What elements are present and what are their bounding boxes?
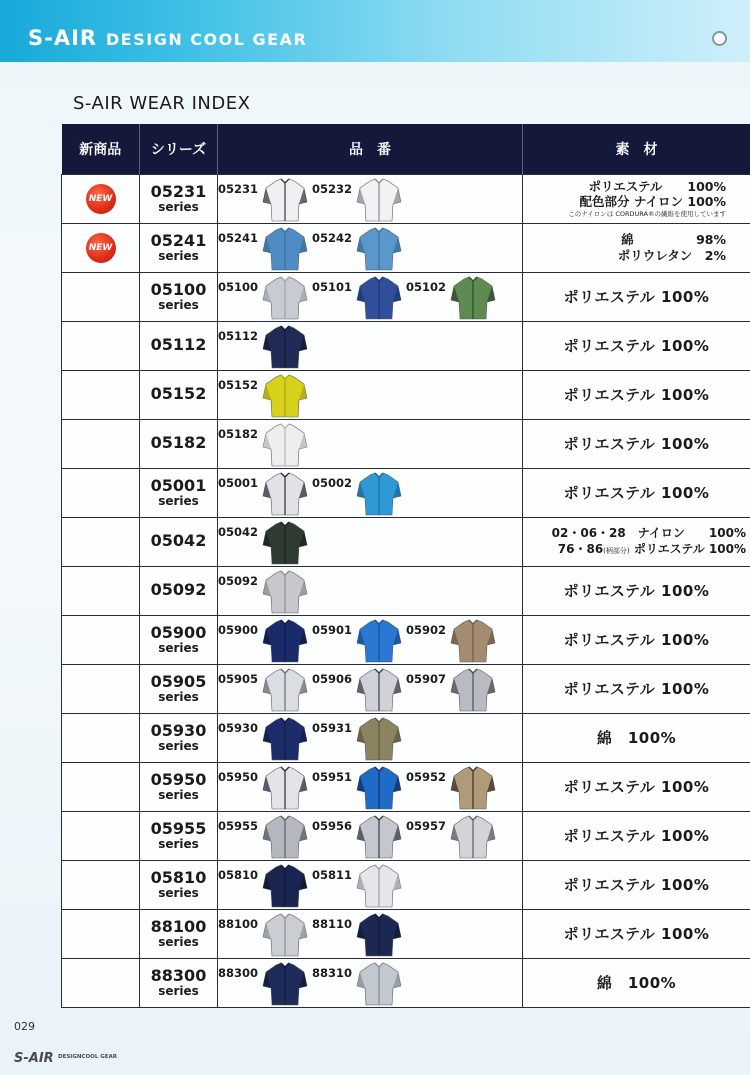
product-code: 05906 — [312, 671, 353, 686]
series-cell — [140, 321, 218, 370]
product-item[interactable] — [218, 322, 312, 370]
jacket-image — [262, 521, 308, 565]
product-item[interactable] — [218, 518, 312, 566]
material-line: 02・06・28 ナイロン 100% — [551, 525, 746, 540]
series-cell — [140, 566, 218, 615]
product-code: 05231 — [218, 181, 259, 196]
series-cell — [140, 223, 218, 272]
jacket-image — [356, 178, 402, 222]
series-label: series — [158, 885, 199, 900]
series-label: series — [158, 199, 199, 214]
product-item[interactable] — [312, 224, 406, 272]
series-code: 05092 — [150, 580, 207, 600]
product-cell — [218, 419, 523, 468]
footer-logo: S-AIR — [14, 1051, 54, 1066]
material-text: ポリエステル 100% — [563, 337, 710, 355]
series-label: series — [158, 787, 199, 802]
product-code: 05955 — [218, 818, 259, 833]
series-code: 05905 — [150, 671, 207, 691]
table-row — [62, 419, 750, 468]
product-code: 88300 — [218, 965, 259, 980]
material-note: このナイロンは CORDURA®の繊維を使用しています — [568, 210, 726, 219]
series-label: series — [158, 493, 199, 508]
material-fabric: ポリエステル 100% — [633, 541, 746, 556]
table-row — [62, 321, 750, 370]
series-code: 05001 — [150, 475, 207, 495]
jacket-image — [262, 864, 308, 908]
new-product-cell — [62, 860, 140, 909]
new-product-cell — [62, 419, 140, 468]
series-code: 05231 — [150, 181, 207, 201]
material-text: ポリエステル 100% — [563, 435, 710, 453]
jacket-image — [262, 717, 308, 761]
product-code: 05001 — [218, 475, 259, 490]
product-code: 05242 — [312, 230, 353, 245]
new-product-cell — [62, 958, 140, 1007]
product-item[interactable] — [406, 812, 500, 860]
product-code: 05907 — [406, 671, 447, 686]
product-code: 05902 — [406, 622, 447, 637]
product-item[interactable] — [406, 763, 500, 811]
series-cell — [140, 468, 218, 517]
jacket-image — [262, 472, 308, 516]
product-code: 05952 — [406, 769, 447, 784]
new-product-cell — [62, 223, 140, 272]
table-body — [62, 174, 750, 1007]
material-line — [523, 542, 746, 558]
table-row — [62, 664, 750, 713]
table-row — [62, 909, 750, 958]
product-item[interactable] — [312, 175, 406, 223]
jacket-image — [450, 619, 496, 663]
brand-logo: S-AIR — [28, 26, 98, 50]
jacket-image — [262, 227, 308, 271]
material-text: ポリエステル 100% — [563, 288, 710, 306]
series-cell — [140, 174, 218, 223]
product-item[interactable] — [312, 861, 406, 909]
material-cell — [523, 174, 750, 223]
table-row — [62, 174, 750, 223]
series-code: 05900 — [150, 622, 207, 642]
material-cell — [523, 370, 750, 419]
jacket-image — [450, 766, 496, 810]
series-cell — [140, 419, 218, 468]
product-cell — [218, 174, 523, 223]
series-cell — [140, 615, 218, 664]
material-text: ポリエステル 100% — [563, 484, 710, 502]
table-row — [62, 468, 750, 517]
jacket-image — [262, 815, 308, 859]
table-row — [62, 566, 750, 615]
material-cell — [523, 566, 750, 615]
material-text: 綿 100% — [596, 729, 677, 747]
page-number: 029 — [14, 1020, 35, 1033]
jacket-image — [356, 619, 402, 663]
series-label: series — [158, 297, 199, 312]
column-header-new: 新商品 — [62, 124, 140, 174]
material-line: 配色部分 ナイロン 100% — [579, 194, 726, 210]
product-item[interactable] — [312, 959, 406, 1007]
product-cell — [218, 468, 523, 517]
product-item[interactable] — [218, 224, 312, 272]
table-row — [62, 517, 750, 566]
material-cell — [523, 762, 750, 811]
product-cell — [218, 321, 523, 370]
material-cell — [523, 321, 750, 370]
product-item[interactable] — [218, 616, 312, 664]
series-label: series — [158, 640, 199, 655]
binder-hole-icon — [712, 31, 727, 46]
material-cell — [523, 811, 750, 860]
product-cell — [218, 370, 523, 419]
jacket-image — [356, 864, 402, 908]
new-product-cell — [62, 909, 140, 958]
new-product-cell — [62, 272, 140, 321]
series-code: 88300 — [150, 965, 207, 985]
product-cell — [218, 566, 523, 615]
jacket-image — [262, 325, 308, 369]
product-code: 05100 — [218, 279, 259, 294]
product-cell — [218, 272, 523, 321]
product-item[interactable] — [312, 812, 406, 860]
material-cell — [523, 419, 750, 468]
product-item[interactable] — [312, 910, 406, 958]
product-code: 05930 — [218, 720, 259, 735]
product-code: 05182 — [218, 426, 259, 441]
product-code: 05112 — [218, 328, 259, 343]
material-cell — [523, 468, 750, 517]
table-row — [62, 272, 750, 321]
series-code: 05042 — [150, 531, 207, 551]
jacket-image — [262, 276, 308, 320]
material-text: ポリエステル 100% — [563, 631, 710, 649]
product-cell — [218, 713, 523, 762]
new-product-cell — [62, 664, 140, 713]
new-badge-icon: NEW — [86, 184, 116, 214]
series-code: 05810 — [150, 867, 207, 887]
series-cell — [140, 762, 218, 811]
column-header-material: 素 材 — [523, 124, 750, 174]
table-row — [62, 958, 750, 1007]
new-badge-icon: NEW — [86, 233, 116, 263]
material-cell — [523, 272, 750, 321]
material-line: ポリエステル 100% — [588, 178, 726, 194]
jacket-image — [356, 962, 402, 1006]
column-header-series: シリーズ — [140, 124, 218, 174]
product-item[interactable] — [218, 371, 312, 419]
product-code: 05950 — [218, 769, 259, 784]
material-cell — [523, 517, 750, 566]
product-item[interactable] — [312, 763, 406, 811]
new-product-cell — [62, 370, 140, 419]
material-cell — [523, 860, 750, 909]
series-label: series — [158, 836, 199, 851]
material-cell — [523, 223, 750, 272]
material-text: ポリエステル 100% — [563, 386, 710, 404]
jacket-image — [356, 717, 402, 761]
product-code: 05152 — [218, 377, 259, 392]
new-product-cell — [62, 517, 140, 566]
product-item[interactable] — [312, 469, 406, 517]
product-cell — [218, 517, 523, 566]
page-title: S-AIR WEAR INDEX — [73, 93, 251, 114]
new-product-cell — [62, 713, 140, 762]
product-cell — [218, 860, 523, 909]
material-text: 綿 100% — [596, 974, 677, 992]
product-cell — [218, 909, 523, 958]
product-code: 05092 — [218, 573, 259, 588]
product-code: 88110 — [312, 916, 353, 931]
series-label: series — [158, 738, 199, 753]
series-cell — [140, 664, 218, 713]
product-cell — [218, 762, 523, 811]
series-cell — [140, 958, 218, 1007]
product-item[interactable] — [218, 567, 312, 615]
product-code: 05900 — [218, 622, 259, 637]
series-code: 05182 — [150, 433, 207, 453]
product-code: 05101 — [312, 279, 353, 294]
table-row — [62, 615, 750, 664]
brand-subtitle: DESIGN COOL GEAR — [106, 30, 308, 49]
product-item[interactable] — [218, 959, 312, 1007]
series-code: 05930 — [150, 720, 207, 740]
material-text: ポリエステル 100% — [563, 582, 710, 600]
product-item[interactable] — [312, 616, 406, 664]
series-cell — [140, 272, 218, 321]
product-item[interactable] — [406, 273, 500, 321]
product-item[interactable] — [218, 910, 312, 958]
product-item[interactable] — [218, 420, 312, 468]
material-text: ポリエステル 100% — [563, 680, 710, 698]
jacket-image — [356, 913, 402, 957]
material-cell — [523, 958, 750, 1007]
product-item[interactable] — [218, 273, 312, 321]
product-code: 88310 — [312, 965, 353, 980]
jacket-image — [356, 472, 402, 516]
jacket-image — [450, 668, 496, 712]
jacket-image — [262, 619, 308, 663]
product-code: 05102 — [406, 279, 447, 294]
product-item[interactable] — [312, 273, 406, 321]
table-row — [62, 223, 750, 272]
jacket-image — [356, 227, 402, 271]
series-code: 05100 — [150, 279, 207, 299]
series-code: 05152 — [150, 384, 207, 404]
jacket-image — [262, 178, 308, 222]
series-cell — [140, 713, 218, 762]
product-item[interactable] — [406, 616, 500, 664]
series-label: series — [158, 689, 199, 704]
table-row — [62, 762, 750, 811]
material-cell — [523, 713, 750, 762]
material-cell — [523, 664, 750, 713]
jacket-image — [356, 815, 402, 859]
series-code: 05955 — [150, 818, 207, 838]
product-item[interactable] — [218, 175, 312, 223]
series-cell — [140, 370, 218, 419]
table-row — [62, 811, 750, 860]
series-code: 05112 — [150, 335, 207, 355]
product-item[interactable] — [312, 714, 406, 762]
product-code: 05951 — [312, 769, 353, 784]
new-product-cell — [62, 566, 140, 615]
jacket-image — [450, 815, 496, 859]
material-text: ポリエステル 100% — [563, 876, 710, 894]
jacket-image — [356, 668, 402, 712]
series-cell — [140, 811, 218, 860]
product-code: 05232 — [312, 181, 353, 196]
product-item[interactable] — [218, 469, 312, 517]
product-cell — [218, 223, 523, 272]
material-part-note: (柄部分) — [603, 546, 630, 555]
series-cell — [140, 517, 218, 566]
product-item[interactable] — [218, 665, 312, 713]
product-item[interactable] — [312, 665, 406, 713]
material-cell — [523, 615, 750, 664]
material-line: ポリウレタン 2% — [617, 247, 726, 263]
table-row — [62, 370, 750, 419]
footer-subtitle: DESIGNCOOL GEAR — [58, 1054, 118, 1060]
series-code: 88100 — [150, 916, 207, 936]
material-colors: 76・86 — [557, 541, 604, 556]
product-item[interactable] — [218, 763, 312, 811]
material-text: ポリエステル 100% — [563, 778, 710, 796]
jacket-image — [356, 276, 402, 320]
product-item[interactable] — [406, 665, 500, 713]
column-header-product: 品 番 — [218, 124, 523, 174]
product-code: 05931 — [312, 720, 353, 735]
jacket-image — [262, 570, 308, 614]
table-row — [62, 713, 750, 762]
product-code: 05811 — [312, 867, 353, 882]
material-line: 綿 98% — [621, 231, 726, 247]
series-cell — [140, 860, 218, 909]
series-code: 05950 — [150, 769, 207, 789]
series-label: series — [158, 934, 199, 949]
series-label: series — [158, 248, 199, 263]
jacket-image — [262, 668, 308, 712]
jacket-image — [262, 374, 308, 418]
new-product-cell — [62, 811, 140, 860]
new-product-cell — [62, 321, 140, 370]
series-code: 05241 — [150, 230, 207, 250]
material-text: ポリエステル 100% — [563, 925, 710, 943]
jacket-image — [450, 276, 496, 320]
product-cell — [218, 615, 523, 664]
series-cell — [140, 909, 218, 958]
header-banner — [0, 0, 750, 62]
product-code: 05956 — [312, 818, 353, 833]
jacket-image — [262, 766, 308, 810]
product-code: 05002 — [312, 475, 353, 490]
series-label: series — [158, 983, 199, 998]
new-product-cell — [62, 174, 140, 223]
product-item[interactable] — [218, 714, 312, 762]
product-code: 05905 — [218, 671, 259, 686]
product-code: 05957 — [406, 818, 447, 833]
jacket-image — [262, 913, 308, 957]
new-product-cell — [62, 468, 140, 517]
product-code: 88100 — [218, 916, 259, 931]
jacket-image — [356, 766, 402, 810]
product-cell — [218, 811, 523, 860]
product-item[interactable] — [218, 861, 312, 909]
table-row — [62, 860, 750, 909]
wear-index-table — [61, 124, 750, 1008]
product-cell — [218, 664, 523, 713]
product-code: 05901 — [312, 622, 353, 637]
table-header-row — [62, 124, 750, 174]
material-text: ポリエステル 100% — [563, 827, 710, 845]
new-product-cell — [62, 615, 140, 664]
product-code: 05241 — [218, 230, 259, 245]
product-code: 05810 — [218, 867, 259, 882]
product-cell — [218, 958, 523, 1007]
material-cell — [523, 909, 750, 958]
new-product-cell — [62, 762, 140, 811]
jacket-image — [262, 423, 308, 467]
product-item[interactable] — [218, 812, 312, 860]
jacket-image — [262, 962, 308, 1006]
product-code: 05042 — [218, 524, 259, 539]
